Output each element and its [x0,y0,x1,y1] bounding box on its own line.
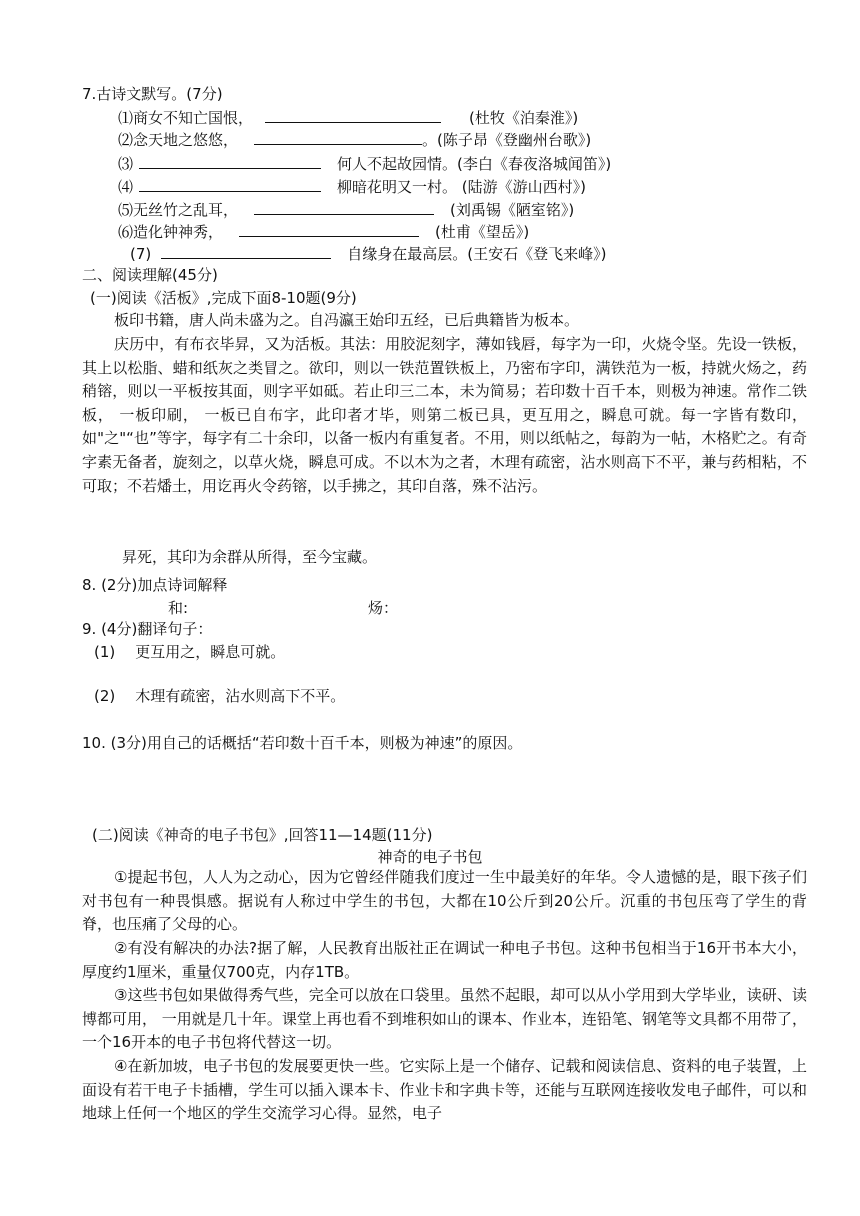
article-para-4: ④在新加坡，电子书包的发展要更快一些。它实际上是一个储存、记载和阅读信息、资料的电子装置，上面设有若干电子卡插槽，学生可以插入课本卡、作业卡和字典卡等，还能与互联网连接收发电子邮件，可以和地球上任何一个地区的学生交流学习心得。显然，电子 [82,1057,807,1123]
q7-item-7 [130,243,606,264]
q7-item-4 [118,176,586,197]
q7-item-5-pre: ⑸无丝竹之乱耳， [118,201,239,219]
q7-item-2 [118,129,591,150]
q7-blank-7[interactable] [161,243,331,259]
q7-blank-3[interactable] [139,153,321,169]
q7-item-5 [118,199,574,220]
q9-stem: 9. (4分)翻译句子： [82,620,213,638]
passage-para-2: 庆历中，有布衣毕昇，又为活板。其法：用胶泥刻字，薄如钱唇，每字为一印，火烧令坚。先设一铁板，其上以松脂、蜡和纸灰之类冒之。欲印，则以一铁范置铁板上，乃密布字印，满铁范为一板，持就火炀之，药稍镕，则以一平板按其面，则字平如砥。若止印三二本，未为简易；若印数十百千本，则极为神速。常作二铁板， 一板印刷， 一板已自布字，此印者才毕，则第二板已具，更互用之，瞬息可就。每一字皆有数印，如"之"“也”等字，每字有二十余印，以备一板内有重复者。不用，则以纸帖之，每韵为一帖，木格贮之。有奇字素无备者，旋刻之，以草火烧，瞬息可成。不以木为之者，木理有疏密，沾水则高下不平，兼与药相粘，不可取；不若燔土，用讫再火令药镕，以手拂之，其印自落，殊不沾污。 [82,335,807,495]
q9-sentence-2 [94,686,345,706]
article-para-2: ②有没有解决的办法?据了解，人民教育出版社正在调试一种电子书包。这种书包相当于16开书本大小，厚度约1厘米，重量仅700克，内存1TB。 [82,939,807,981]
passage-para-3: 昇死，其印为余群从所得，至今宝藏。 [122,548,378,566]
q9-sentence-2-num: (2) [94,687,116,705]
q7-blank-5[interactable] [254,199,434,215]
article-title: 神奇的电子书包 [377,848,483,866]
passage-para-1: 板印书籍，唐人尚未盛为之。自冯瀛王始印五经，已后典籍皆为板本。 [114,311,580,329]
q7-item-7-post: 自缘身在最高层。(王安石《登飞来峰》) [347,245,607,263]
part1-heading: (一)阅读《活板》,完成下面8-10题(9分) [90,289,357,307]
q10-stem: 10. (3分)用自己的话概括“若印数十百千本，则极为神速”的原因。 [82,734,523,752]
q9-sentence-1-num: (1) [94,643,116,661]
q7-item-2-pre: ⑵念天地之悠悠， [118,131,239,149]
q7-item-3-post: 何人不起故园情。(李白《春夜洛城闻笛》) [337,155,612,173]
q7-item-6-post: (杜甫《望岳》) [435,223,530,241]
part2-heading: (二)阅读《神奇的电子书包》,回答11—14题(11分) [92,826,433,844]
section2-heading: 二、阅读理解(45分) [82,266,218,284]
q7-blank-4[interactable] [139,176,321,192]
q7-item-4-pre: ⑷ [118,178,134,196]
q7-item-1-pre: ⑴商女不知亡国恨， [118,109,254,127]
q7-heading: 7.古诗文默写。(7分) [82,85,223,103]
q7-blank-1[interactable] [265,107,441,123]
q7-item-3 [118,153,611,174]
q7-item-3-pre: ⑶ [118,155,134,173]
q7-item-1 [118,107,578,128]
q9-sentence-2-text: 木理有疏密，沾水则高下不平。 [135,687,346,705]
q7-blank-6[interactable] [239,221,419,237]
article-para-1: ①提起书包，人人为之动心，因为它曾经伴随我们度过一生中最美好的年华。令人遗憾的是，眼下孩子们对书包有一种畏惧感。据说有人称过中学生的书包，大都在10公斤到20公斤。沉重的书包压弯了学生的背脊，也压痛了父母的心。 [82,868,807,934]
q7-item-1-post: (杜牧《泊秦淮》) [469,109,579,127]
q7-item-5-post: (刘禹锡《陋室铭》) [450,201,575,219]
q8-stem: 8. (2分)加点诗词解释 [82,576,228,594]
q7-blank-2[interactable] [254,129,422,145]
q7-item-6-pre: ⑹造化钟神秀， [118,223,224,241]
q7-item-6 [118,221,529,242]
q8-word-b: 炀： [368,599,399,617]
q9-sentence-1 [94,642,285,662]
q8-word-a: 和: [168,599,189,617]
article-para-3: ③这些书包如果做得秀气些，完全可以放在口袋里。虽然不起眼，却可以从小学用到大学毕业，读研、读博都可用， 一用就是几十年。课堂上再也看不到堆积如山的课本、作业本，连铅笔、钢笔等文具都不用带了， 一个16开本的电子书包将代替这一切。 [82,986,807,1052]
q7-item-4-post: 柳暗花明又一村。 (陆游《游山西村》) [337,178,586,196]
q9-sentence-1-text: 更互用之，瞬息可就。 [135,643,286,661]
q7-item-2-post: 。(陈子昂《登幽州台歌》) [422,131,592,149]
q7-item-7-pre: (7) [130,245,152,263]
